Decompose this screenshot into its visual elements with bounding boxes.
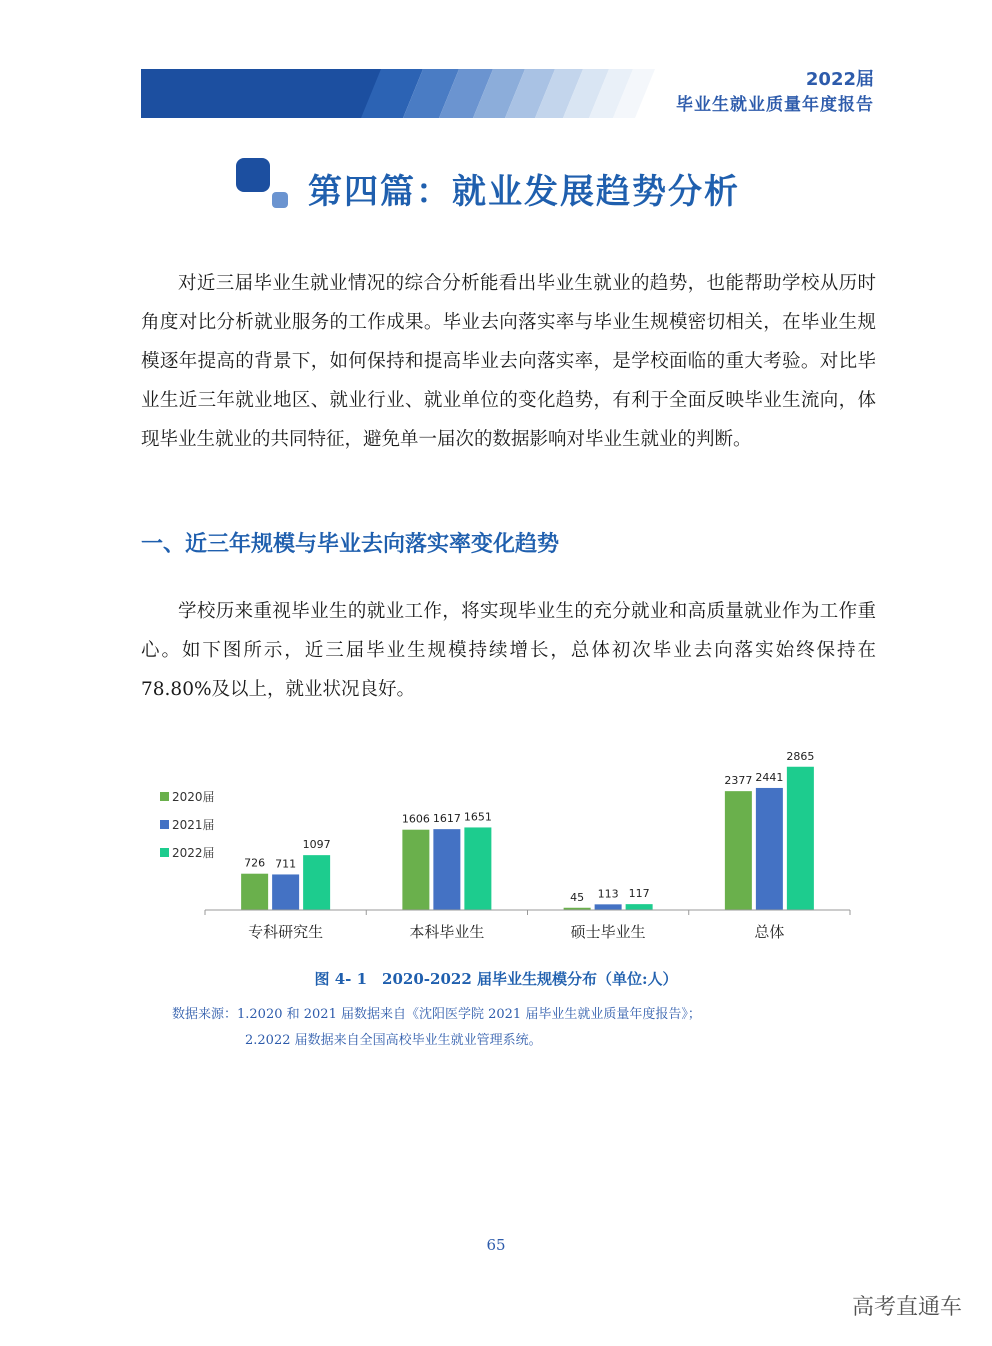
category-label-2: 硕士毕业生 (570, 923, 646, 941)
section-paragraph: 学校历来重视毕业生的就业工作，将实现毕业生的充分就业和高质量就业作为工作重心。如下图所示，近三届毕业生规模持续增长，总体初次毕业去向落实始终保持在 78.80%及以上，就业状况良好。 (141, 601, 876, 700)
bar-value-label-3-1: 2441 (755, 770, 784, 784)
bar-3-2 (787, 767, 814, 910)
chapter-squares-icon (234, 156, 290, 212)
graduate-scale-bar-chart (150, 730, 870, 960)
bar-value-label-3-2: 2865 (786, 749, 815, 763)
bar-value-label-1-2: 1651 (463, 810, 492, 824)
legend-swatch-1 (160, 820, 169, 829)
legend-swatch-0 (160, 792, 169, 801)
data-source-line-1: 数据来源：1.2020 和 2021 届数据来自《沈阳医学院 2021 届毕业生就业质量年度报告》； (172, 1007, 701, 1022)
legend-label-1: 2021届 (172, 818, 215, 832)
legend-label-2: 2022届 (172, 846, 215, 860)
legend-swatch-2 (160, 848, 169, 857)
bar-0-2 (303, 855, 330, 910)
bar-value-label-1-0: 1606 (401, 812, 430, 826)
legend-label-0: 2020届 (172, 790, 215, 804)
section-heading: 一、近三年规模与毕业去向落实率变化趋势 (141, 532, 560, 557)
bar-3-1 (756, 788, 783, 910)
bar-2-2 (626, 904, 653, 910)
bar-0-1 (272, 874, 299, 910)
figure-caption: 图 4- 1 2020-2022 届毕业生规模分布（单位:人） (314, 970, 678, 988)
category-label-1: 本科毕业生 (409, 923, 485, 941)
bar-value-label-0-1: 711 (275, 857, 297, 871)
bar-0-0 (241, 874, 268, 910)
bar-2-1 (595, 904, 622, 910)
data-source-line-2: 2.2022 届数据来自全国高校毕业生就业管理系统。 (245, 1033, 542, 1048)
bar-3-0 (725, 791, 752, 910)
bar-value-label-2-2: 117 (628, 887, 650, 901)
header-stripes-graphic (141, 69, 661, 118)
bar-1-0 (402, 830, 429, 910)
bar-1-2 (464, 827, 491, 910)
report-header (676, 68, 874, 118)
intro-paragraph: 对近三届毕业生就业情况的综合分析能看出毕业生就业的趋势，也能帮助学校从历时角度对比分析就业服务的工作成果。毕业去向落实率与毕业生规模密切相关，在毕业生规模逐年提高的背景下，如何保持和提高毕业去向落实率，是学校面临的重大考验。对比毕业生近三年就业地区、就业行业、就业单位的变化趋势，有利于全面反映毕业生流向，体现毕业生就业的共同特征，避免单一届次的数据影响对毕业生就业的判断。 (141, 273, 876, 450)
chart-x-axis (205, 910, 850, 915)
bar-value-label-0-2: 1097 (302, 838, 331, 852)
watermark-text: 高考直通车 (851, 1295, 962, 1320)
bar-1-1 (433, 829, 460, 910)
chapter-title: 第四篇：就业发展趋势分析 (308, 172, 740, 212)
bar-value-label-2-1: 113 (597, 887, 619, 901)
chart-category-labels (248, 923, 784, 941)
category-label-0: 专科研究生 (248, 923, 324, 941)
bar-value-label-1-1: 1617 (432, 812, 461, 826)
bar-value-label-0-0: 726 (244, 856, 266, 870)
data-source-note (172, 1002, 701, 1054)
report-year: 2022届 (805, 69, 874, 90)
header-banner (141, 69, 661, 118)
report-title: 毕业生就业质量年度报告 (676, 95, 874, 115)
chart-legend (160, 790, 215, 860)
bar-value-label-2-0: 45 (570, 890, 585, 904)
category-label-3: 总体 (754, 923, 785, 941)
page-number: 65 (486, 1236, 506, 1254)
bar-value-label-3-0: 2377 (724, 774, 753, 788)
